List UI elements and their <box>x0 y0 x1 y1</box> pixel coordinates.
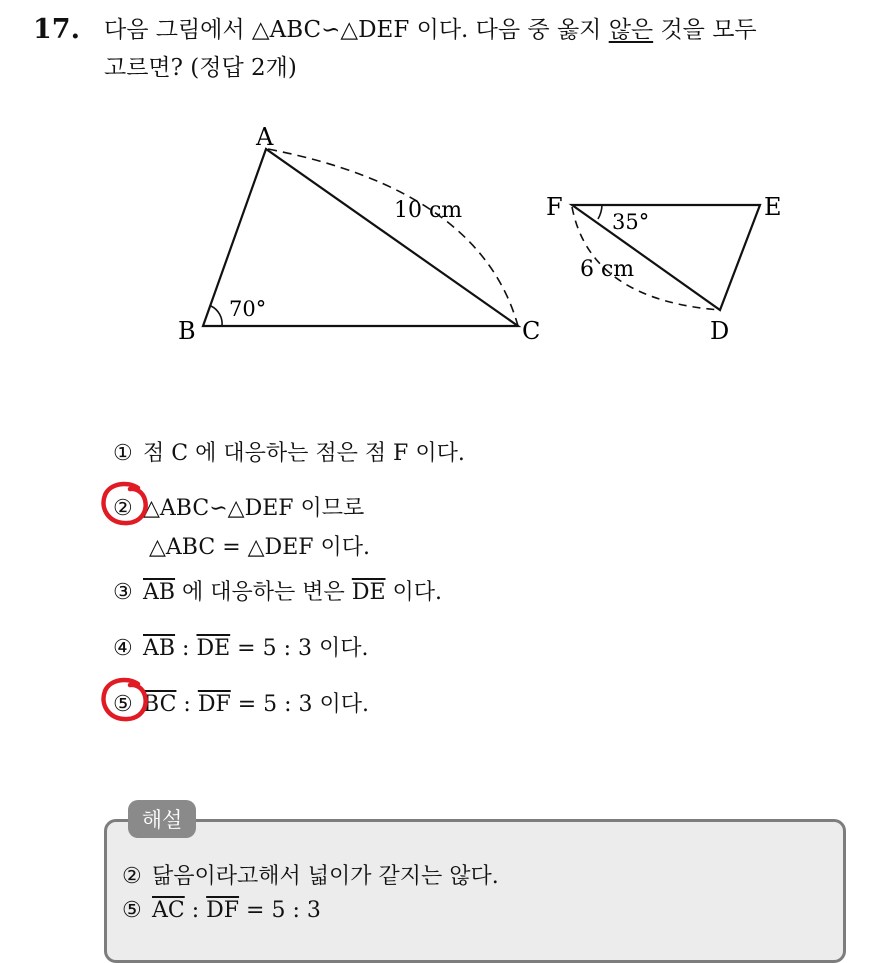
option-5-tail: = 5 : 3 이다. <box>230 692 370 717</box>
stem-pre: 다음 그림에서 △ABC∽△DEF 이다. 다음 중 옳지 <box>104 17 609 43</box>
option-2-marker: ② <box>113 496 133 521</box>
answer-mark-option-5 <box>100 676 152 724</box>
vertex-a-label: A <box>256 123 274 151</box>
option-4-seg2: $\overline{DE}$ <box>196 636 231 661</box>
option-4-colon: : <box>175 636 197 661</box>
vertex-d-label: D <box>710 317 730 345</box>
stem-underlined: 않은 <box>608 17 654 43</box>
solution-line-2-colon: : <box>184 898 207 923</box>
solution-line-2-marker: ⑤ <box>122 898 142 923</box>
solution-tag: 해설 <box>128 800 196 838</box>
similar-triangles-figure <box>0 0 884 380</box>
solution-line-1 <box>122 859 499 890</box>
option-5-marker: ⑤ <box>113 692 133 717</box>
angle-f-label: 35° <box>612 210 650 234</box>
option-5-colon: : <box>176 692 198 717</box>
option-2-line1: △ABC∽△DEF 이므로 <box>143 496 365 521</box>
option-1-marker: ① <box>113 441 133 466</box>
option-5-seg1: $\overline{BC}$ <box>143 692 177 717</box>
option-3[interactable] <box>113 575 442 606</box>
option-4[interactable] <box>113 631 368 662</box>
option-3-tail: 이다. <box>385 580 443 605</box>
option-1-text: 점 C 에 대응하는 점은 점 F 이다. <box>143 441 465 466</box>
solution-line-1-text: 닮음이라고해서 넓이가 같지는 않다. <box>152 864 499 889</box>
option-2-line2: △ABC = △DEF 이다. <box>149 535 371 560</box>
solution-line-2-seg2: $\overline{DF}$ <box>206 898 240 923</box>
vertex-e-label: E <box>764 193 782 221</box>
option-3-mid: 에 대응하는 변은 <box>175 580 352 605</box>
stem-post: 것을 모두 <box>653 17 757 43</box>
option-4-marker: ④ <box>113 636 133 661</box>
option-3-seg2: $\overline{DE}$ <box>351 580 386 605</box>
question-number: 17. <box>33 14 80 45</box>
solution-box <box>104 819 846 963</box>
angle-b-label: 70° <box>229 297 267 321</box>
vertex-b-label: B <box>178 317 196 345</box>
option-4-tail: = 5 : 3 이다. <box>230 636 369 661</box>
angle-f-arc <box>598 205 602 219</box>
vertex-f-label: F <box>546 193 563 221</box>
solution-line-2-seg1: $\overline{AC}$ <box>152 898 185 923</box>
option-3-seg1: $\overline{AB}$ <box>143 580 176 605</box>
vertex-c-label: C <box>522 317 541 345</box>
solution-line-2-tail: = 5 : 3 <box>239 898 321 923</box>
option-4-seg1: $\overline{AB}$ <box>143 636 176 661</box>
side-fd-label: 6 cm <box>580 257 635 282</box>
option-1[interactable] <box>113 436 465 467</box>
option-5-seg2: $\overline{DF}$ <box>197 692 231 717</box>
solution-line-1-marker: ② <box>122 864 142 889</box>
side-ac-label: 10 cm <box>394 198 463 223</box>
question-stem-line2: 고르면? (정답 2개) <box>104 55 297 81</box>
answer-mark-option-2 <box>100 480 152 528</box>
angle-b-arc <box>211 306 222 326</box>
solution-line-2 <box>122 898 321 923</box>
option-3-marker: ③ <box>113 580 133 605</box>
